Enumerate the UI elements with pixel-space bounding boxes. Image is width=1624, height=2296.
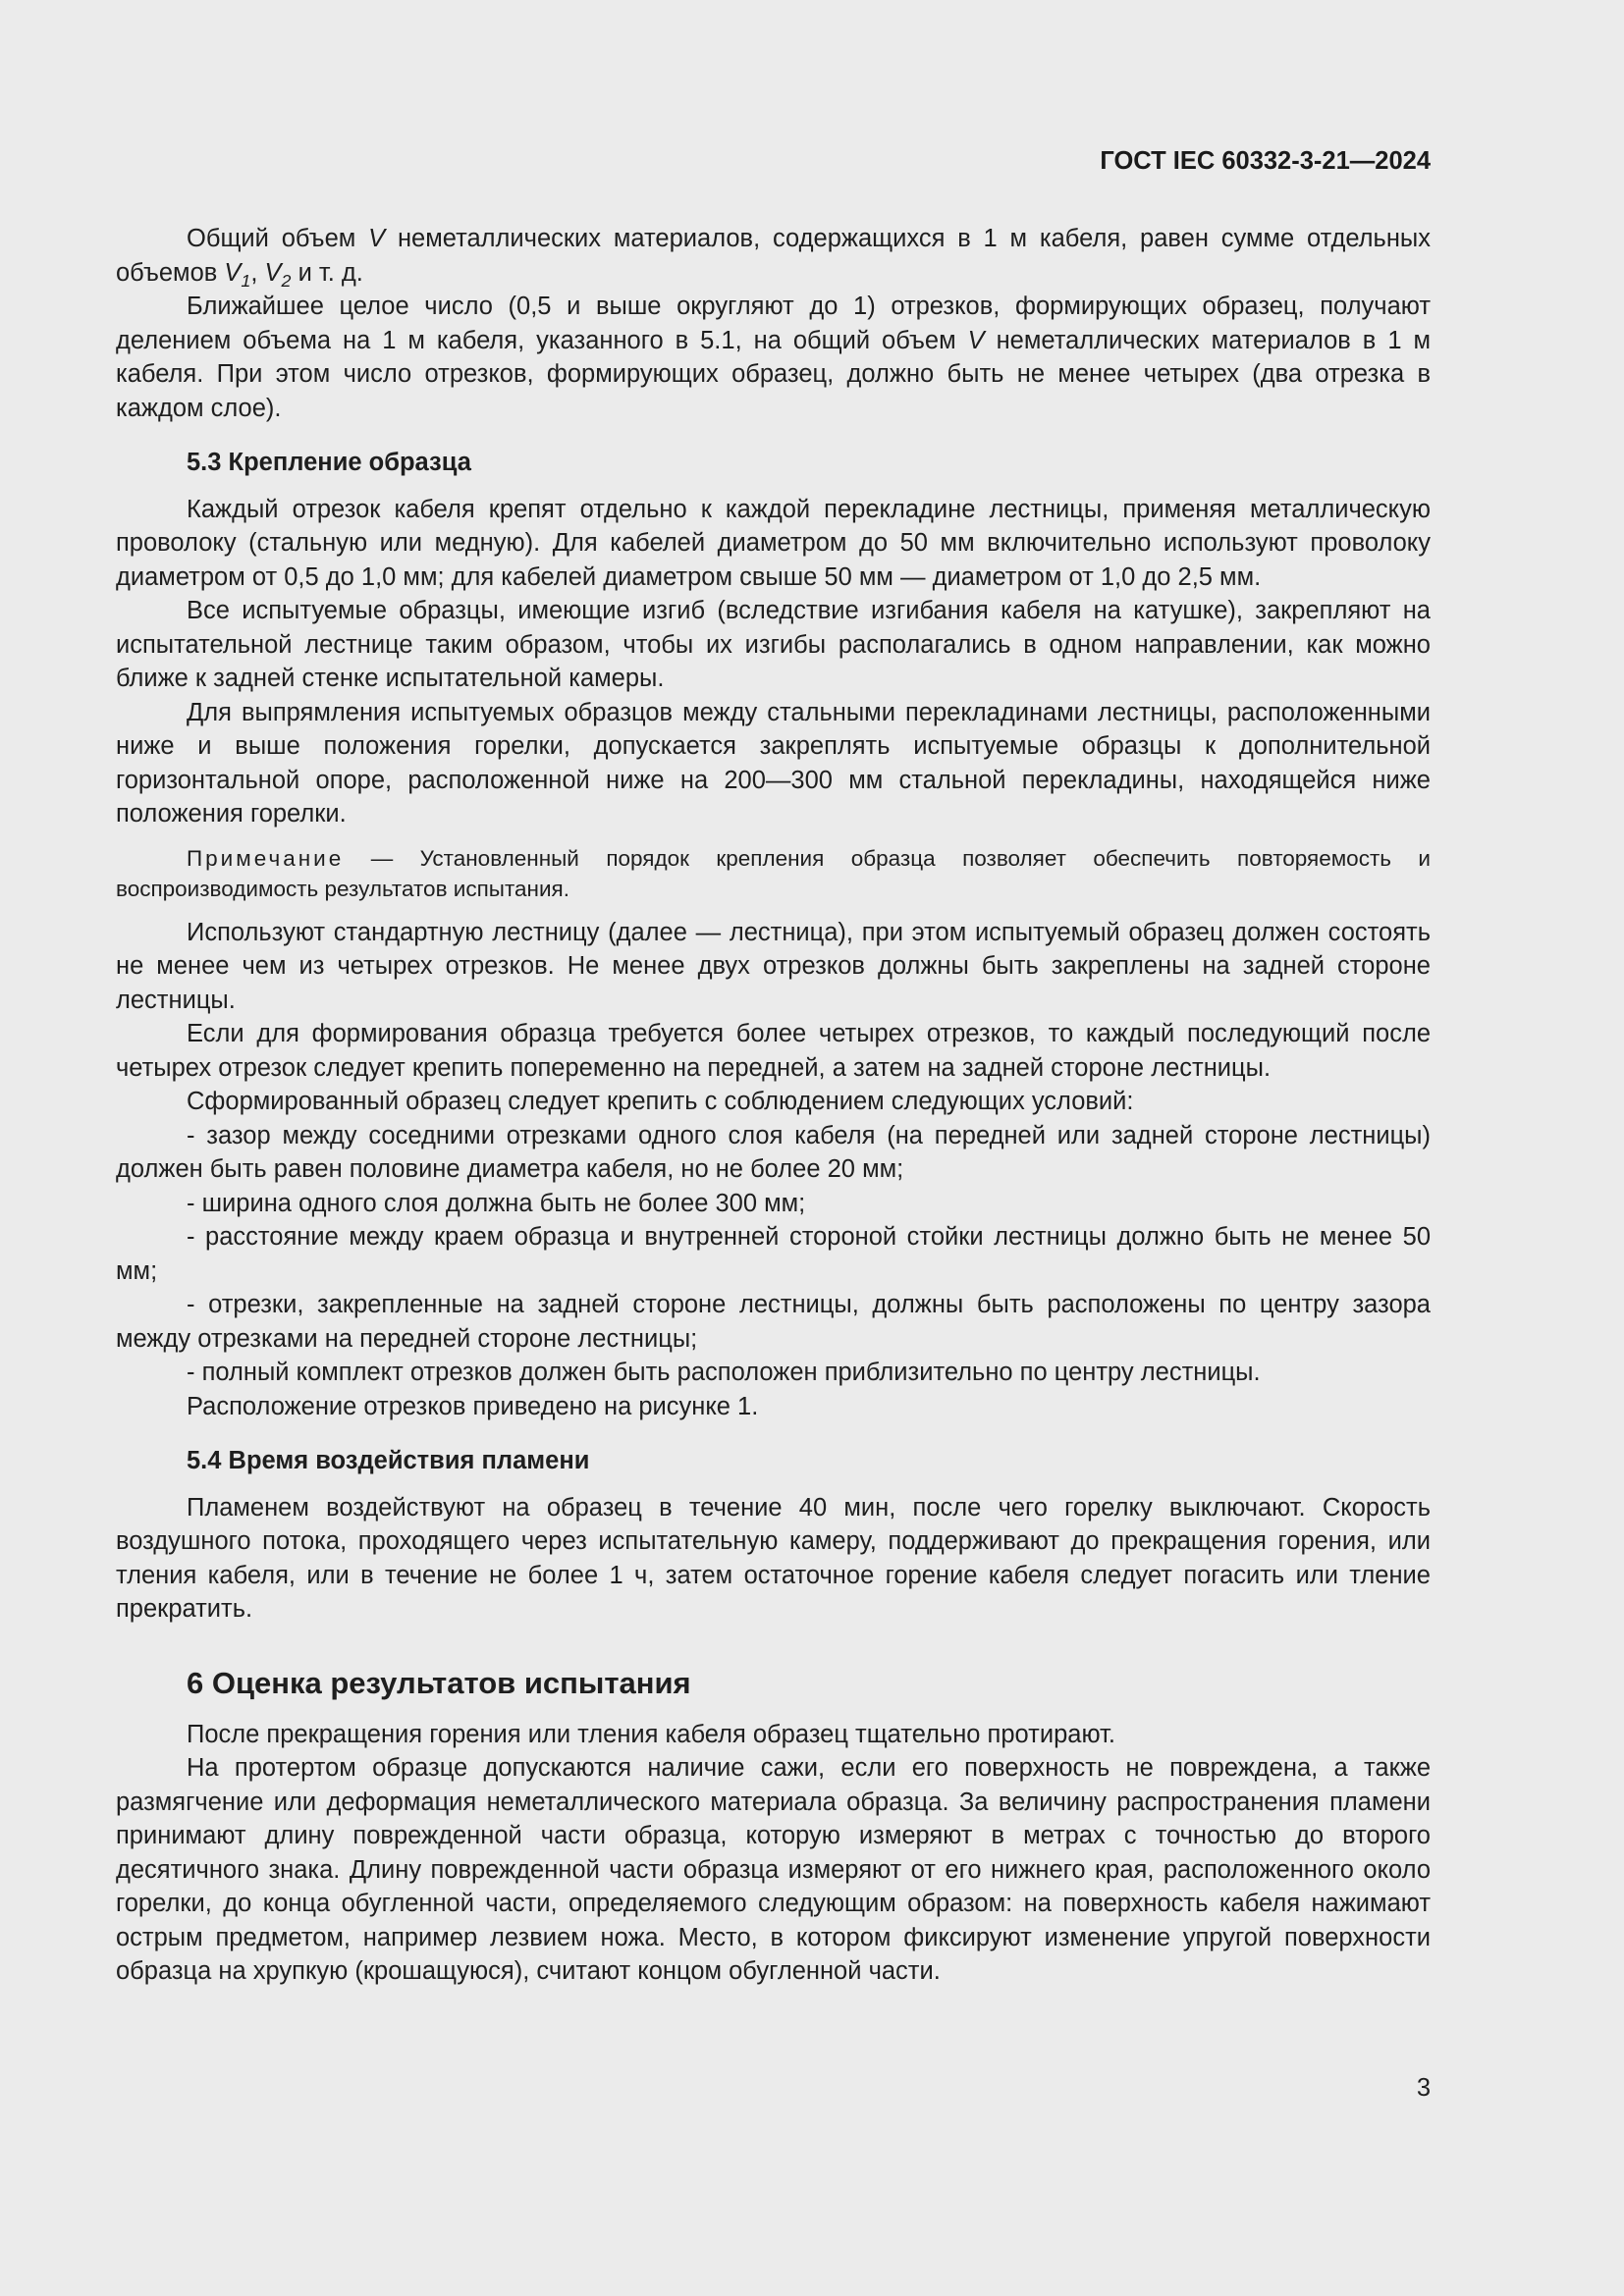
paragraph: Пламенем воздействуют на образец в течение 40 мин, после чего горелку выключают. Скорость воздушного потока, проходящего через испытательную камеру, поддерживают до прекращения горения, или тления кабеля, или в течение не более 1 ч, затем остаточное горение кабеля следует погасить или тление прекратить. [116,1493,1431,1623]
variable-v1 [224,258,251,291]
paragraph: Все испытуемые образцы, имеющие изгиб (вследствие изгибания кабеля на катушке), закрепляют на испытательной лестнице таким образом, чтобы их изгибы располагались в одном направлении, как можно ближе к задней стенке испытательной камеры. [116,597,1431,692]
variable-v2 [264,258,292,291]
paragraph: На протертом образце допускаются наличие сажи, если его поверхность не повреждена, а также размягчение или деформация неметаллического материала образца. За величину распространения пламени принимают длину поврежденной части образца, которую измеряют в метрах с точностью до второго десятичного знака. Длину поврежденной части образца измеряют от его нижнего края, расположенного около горелки, до конца обугленной части, определяемого следующим образом: на поверхность кабеля нажимают острым предметом, например лезвием ножа. Место, в котором фиксируют изменение упругой поверхности образца на хрупкую (крошащуюся), считают концом обугленной части. [116,1754,1431,1985]
paragraph: Если для формирования образца требуется более четырех отрезков, то каждый последующий после четырех отрезок следует крепить попеременно на передней, а затем на задней стороне лестницы. [116,1020,1431,1082]
list-item: - полный комплект отрезков должен быть расположен приблизительно по центру лестницы. [187,1359,1261,1386]
list-item: - зазор между соседними отрезками одного слоя кабеля (на передней или задней стороне лестницы) должен быть равен половине диаметра кабеля, но не более 20 мм; [116,1121,1431,1183]
paragraph-segment-count [116,290,1431,425]
paragraph-total-volume [116,222,1431,290]
note-label: Примечание [187,845,345,871]
section-heading-5-4: 5.4 Время воздействия пламени [187,1447,590,1474]
text-run: Ближайшее целое число (0,5 и выше округляют до 1) отрезков, формирующих образец, получают делением объема на 1 м кабеля, указанного в 5.1, на общий объем [116,293,1431,354]
note-text: — Установленный порядок крепления образца позволяет обеспечить повторяемость и воспроизводимость результатов испытания. [116,845,1431,901]
note [116,843,1431,904]
paragraph: После прекращения горения или тления кабеля образец тщательно протирают. [187,1720,1115,1748]
paragraph: Сформированный образец следует крепить с соблюдением следующих условий: [187,1088,1134,1115]
variable-v: V [967,326,985,354]
subscript: 2 [281,270,292,291]
text-run: неметаллических материалов в 1 м кабеля. При этом число отрезков, формирующих образец, должно быть не менее четырех (два отрезка в каждом слое). [116,326,1431,422]
section-heading-5-3: 5.3 Крепление образца [187,449,471,476]
list-item: - отрезки, закрепленные на задней стороне лестницы, должны быть расположены по центру зазора между отрезками на передней стороне лестницы; [116,1291,1431,1353]
paragraph: Используют стандартную лестницу (далее — лестница), при этом испытуемый образец должен состоять не менее чем из четырех отрезков. Не менее двух отрезков должны быть закреплены на задней стороне лестницы. [116,918,1431,1014]
chapter-heading-6: 6 Оценка результатов испытания [187,1665,691,1700]
paragraph: Каждый отрезок кабеля крепят отдельно к каждой перекладине лестницы, применяя металлическую проволоку (стальную или медную). Для кабелей диаметром до 50 мм включительно используют проволоку диаметром от 0,5 до 1,0 мм; для кабелей диаметром свыше 50 мм — диаметром от 1,0 до 2,5 мм. [116,495,1431,591]
subscript: 1 [241,270,251,291]
paragraph: Для выпрямления испытуемых образцов между стальными перекладинами лестницы, расположенными ниже и выше положения горелки, допускается закреплять испытуемые образцы к дополнительной горизонтальной опоре, расположенной ниже на 200—300 мм стальной перекладины, находящейся ниже положения горелки. [116,698,1431,828]
text-run: неметаллических материалов, содержащихся в 1 м кабеля, равен сумме отдельных объемов [116,225,1431,287]
text-run: Общий объем [187,225,369,252]
page-number: 3 [1416,2074,1431,2102]
variable-base: V [224,258,242,287]
variable-v: V [368,225,386,252]
variable-base: V [264,258,282,287]
list-item: - расстояние между краем образца и внутренней стороной стойки лестницы должно быть не менее 50 мм; [116,1223,1431,1285]
text-run: и т. д. [291,258,363,287]
list-item: - ширина одного слоя должна быть не более 300 мм; [187,1189,806,1217]
document-body [116,222,1431,1989]
text-run: , [250,258,265,287]
document-header: ГОСТ IEC 60332-3-21—2024 [1100,147,1431,175]
paragraph: Расположение отрезков приведено на рисунке 1. [187,1392,759,1420]
